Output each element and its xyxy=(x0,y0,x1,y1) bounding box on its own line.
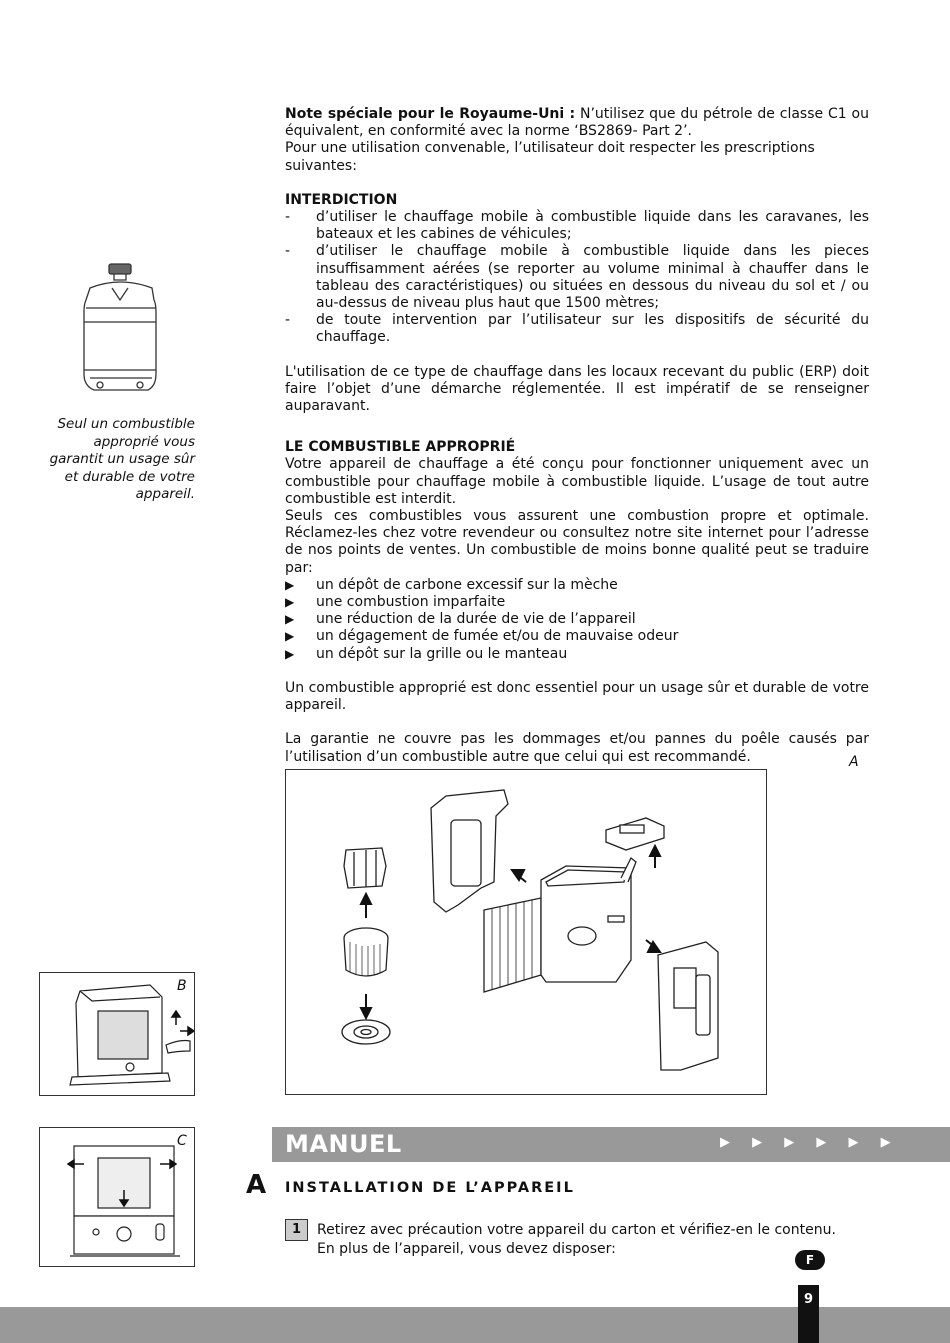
uk-note-label: Note spéciale pour le Royaume-Uni : xyxy=(285,106,576,122)
warranty-paragraph: La garantie ne couvre pas les dommages et/ou pannes du poêle causés par l’utilisation d’un combustible autre que celui qui est recommandé. xyxy=(285,731,869,765)
erp-paragraph: L'utilisation de ce type de chauffage dans les locaux recevant du public (ERP) doit faire l’objet d’une démarche réglementée. Il est impératif de se renseigner auparavant. xyxy=(285,363,869,415)
fuel-bullet-text: un dégagement de fumée et/ou de mauvaise odeur xyxy=(316,628,679,645)
fuel-bullet-text: un dépôt sur la grille ou le manteau xyxy=(316,645,568,662)
bullet-triangle-icon: ▶ xyxy=(285,595,295,610)
fuel-bullet-text: un dépôt de carbone excessif sur la mèche xyxy=(316,576,618,593)
heater-side-panel-diagram xyxy=(40,973,194,1095)
heater-front-diagram xyxy=(40,1128,194,1266)
heater-exploded-diagram xyxy=(286,770,766,1094)
figure-b-label: B xyxy=(177,978,187,994)
figure-a-exploded-view xyxy=(285,769,767,1095)
manual-title: MANUEL xyxy=(285,1130,402,1158)
fuel-can-icon xyxy=(76,260,166,400)
fuel-can-caption: Seul un combustible approprié vous garantit un usage sûr et durable de votre appareil. xyxy=(49,416,195,502)
fuel-bullet-text: une réduction de la durée de vie de l’appareil xyxy=(316,611,636,628)
bullet-triangle-icon: ▶ xyxy=(285,646,295,661)
figure-c xyxy=(39,1127,195,1267)
fuel-bullet xyxy=(285,594,869,611)
fuel-bullet xyxy=(285,628,869,645)
usage-intro: Pour une utilisation convenable, l’utilisateur doit respecter les prescriptions suivantes: xyxy=(285,140,815,174)
interdiction-item: - de toute intervention par l’utilisateur sur les dispositifs de sécurité du chauffage. xyxy=(285,312,869,346)
section-letter: A xyxy=(246,1170,267,1200)
interdiction-item: - d’utiliser le chauffage mobile à combustible liquide dans les caravanes, les bateaux et les cabines de véhicules; xyxy=(285,209,869,243)
interdiction-item-text: d’utiliser le chauffage mobile à combustible liquide dans les caravanes, les bateaux et les cabines de véhicules; xyxy=(316,209,869,243)
banner-arrows-icon: ▶ ▶ ▶ ▶ ▶ ▶ xyxy=(720,1135,900,1150)
uk-note-text: N’utilisez que du pétrole de classe C1 ou équivalent, en conformité avec la norme ‘BS2869- Part 2’. xyxy=(285,106,869,140)
step-1-line-2: En plus de l’appareil, vous devez disposer: xyxy=(317,1241,616,1257)
step-number-badge: 1 xyxy=(285,1219,308,1241)
figure-a-label: A xyxy=(849,754,859,770)
fuel-paragraph-1: Votre appareil de chauffage a été conçu pour fonctionner uniquement avec un combustible pour chauffage mobile à combustible liquide. L’usage de tout autre combustible est interdit. xyxy=(285,456,869,507)
fuel-paragraph-3: Un combustible approprié est donc essentiel pour un usage sûr et durable de votre appareil. xyxy=(285,679,869,714)
interdiction-item-text: de toute intervention par l’utilisateur sur les dispositifs de sécurité du chauffage. xyxy=(316,312,869,346)
interdiction-item-text: d’utiliser le chauffage mobile à combustible liquide dans les pieces insuffisamment aérées (se reporter au volume minimal à chauffer dans le tableau des caractéristiques) ou situées en dessous du niveau du sol et / ou au-dessus de niveau plus haut que 1500 mètres; xyxy=(316,243,869,312)
fuel-bullet xyxy=(285,646,869,663)
figure-c-label: C xyxy=(177,1133,187,1149)
fuel-paragraph-2: Seuls ces combustibles vous assurent une combustion propre et optimale. Réclamez-les chez votre revendeur ou consultez notre site internet pour l’adresse de nos points de ventes. Un combustible de moins bonne qualité peut se traduire par: xyxy=(285,508,869,576)
bullet-triangle-icon: ▶ xyxy=(285,612,295,627)
fuel-bullet xyxy=(285,577,869,594)
main-text-column xyxy=(285,106,869,766)
language-badge: F xyxy=(795,1250,825,1270)
fuel-heading: LE COMBUSTIBLE APPROPRIÉ xyxy=(285,439,516,456)
bullet-triangle-icon: ▶ xyxy=(285,629,295,644)
interdiction-item: - d’utiliser le chauffage mobile à combustible liquide dans les pieces insuffisamment aérées (se reporter au volume minimal à chauffer dans le tableau des caractéristiques) ou situées en dessous du niveau du sol et / ou au-dessus de niveau plus haut que 1500 mètres; xyxy=(285,243,869,312)
section-title: INSTALLATION DE L’APPAREIL xyxy=(285,1180,575,1196)
page-number: 9 xyxy=(798,1285,819,1343)
fuel-bullet xyxy=(285,611,869,628)
step-1-line-1: Retirez avec précaution votre appareil du carton et vérifiez-en le contenu. xyxy=(317,1222,836,1238)
bullet-triangle-icon: ▶ xyxy=(285,577,295,592)
interdiction-heading: INTERDICTION xyxy=(285,191,398,208)
figure-b xyxy=(39,972,195,1096)
step-1-text xyxy=(317,1221,836,1259)
uk-note xyxy=(285,106,869,140)
fuel-bullet-text: une combustion imparfaite xyxy=(316,594,506,611)
